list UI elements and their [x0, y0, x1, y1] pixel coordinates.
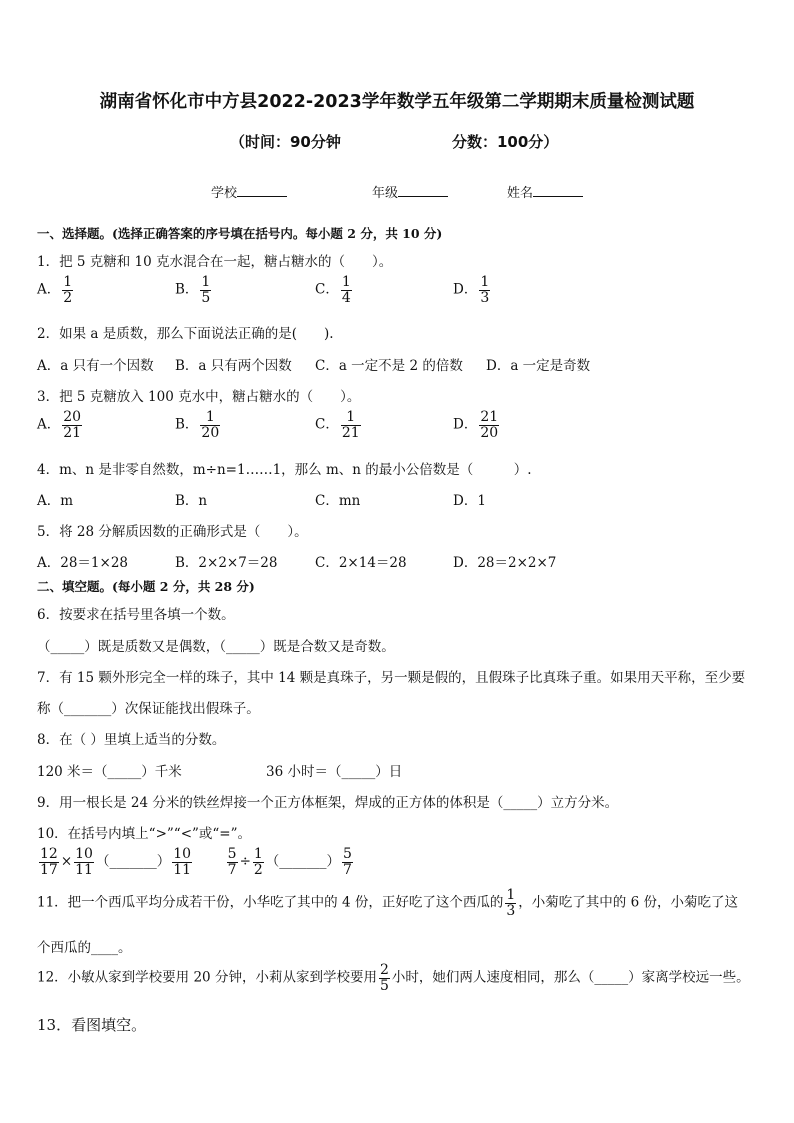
- name-blank[interactable]: [533, 184, 583, 197]
- q2-option-a[interactable]: A．a 只有一个因数: [37, 358, 154, 374]
- q1-stem: 1．把 5 克糖和 10 克水混合在一起，糖占糖水的（ ）。: [37, 254, 393, 270]
- q4-option-b[interactable]: B．n: [175, 493, 208, 509]
- q4-option-c[interactable]: C．mn: [315, 493, 361, 509]
- q2-option-d[interactable]: D．a 一定是奇数: [486, 358, 591, 374]
- q7-line2: 称（_______）次保证能找出假珠子。: [37, 701, 260, 717]
- q7-line1: 7．有 15 颗外形完全一样的珠子，其中 14 颗是真珠子，另一颗是假的，且假珠子比真珠子重。如果用天平称，至少要: [37, 670, 746, 686]
- q11-line2: 个西瓜的____。: [37, 940, 132, 956]
- q6-line: （_____）既是质数又是偶数，（_____）既是合数又是奇数。: [37, 639, 395, 655]
- grade-label: 年级: [372, 186, 399, 201]
- q10-expressions: [37, 847, 355, 877]
- fraction: $\frac{1}{20}$: [201, 409, 220, 441]
- q12: 12．小敏从家到学校要用 20 分钟，小莉从家到学校要用 $\frac{2}{5}$ 小时，她们两人速度相同，那么（_____）家离学校远一些。: [37, 962, 750, 994]
- exam-score: 分数：100分）: [452, 133, 559, 151]
- q2-stem: 2．如果 a 是质数，那么下面说法正确的是( ).: [37, 326, 334, 342]
- times-sign: ×: [60, 853, 73, 870]
- q3-stem: 3．把 5 克糖放入 100 克水中，糖占糖水的（ ）。: [37, 389, 361, 405]
- q6-stem: 6．按要求在括号里各填一个数。: [37, 607, 235, 623]
- q13: 13．看图填空。: [37, 1016, 147, 1034]
- fraction: $\frac{5}{7}$: [227, 846, 237, 878]
- name-label: 姓名: [507, 186, 534, 201]
- q5-option-b[interactable]: B．2×2×7＝28: [175, 555, 278, 571]
- q3-option-a[interactable]: A． $\frac{20}{21}$: [37, 409, 82, 441]
- fraction: $\frac{10}{11}$: [173, 846, 192, 878]
- fraction: $\frac{1}{3}$: [480, 274, 490, 306]
- q4-stem: 4．m、n 是非零自然数，m÷n=1……1，那么 m、n 的最小公倍数是（ ）.: [37, 462, 532, 478]
- q2-option-c[interactable]: C．a 一定不是 2 的倍数: [315, 358, 463, 374]
- q5-option-d[interactable]: D．28＝2×2×7: [453, 555, 557, 571]
- fraction: $\frac{21}{20}$: [480, 409, 499, 441]
- exam-time: （时间：90分钟: [230, 133, 341, 151]
- school-field: [211, 182, 287, 201]
- q8-stem: 8．在（ ）里填上适当的分数。: [37, 732, 226, 748]
- fraction: $\frac{20}{21}$: [63, 409, 82, 441]
- q1-option-c[interactable]: C． $\frac{1}{4}$: [315, 274, 351, 306]
- fraction: $\frac{10}{11}$: [75, 846, 93, 878]
- q11-line1: 11．把一个西瓜平均分成若干份，小华吃了其中的 4 份，正好吃了这个西瓜的 $\frac{1}{3}$ ，小菊吃了其中的 6 份，小菊吃了这: [37, 887, 738, 919]
- name-field: [507, 182, 583, 201]
- fraction: $\frac{1}{4}$: [341, 274, 351, 306]
- q5-option-c[interactable]: C．2×14＝28: [315, 555, 407, 571]
- divide-sign: ÷: [239, 853, 251, 870]
- q10-blank-2[interactable]: （_______）: [265, 853, 341, 870]
- exam-title: 湖南省怀化市中方县2022-2023学年数学五年级第二学期期末质量检测试题: [99, 92, 695, 112]
- school-label: 学校: [211, 186, 238, 201]
- q10-blank-1[interactable]: （_______）: [95, 853, 171, 870]
- fraction: $\frac{1}{21}$: [341, 409, 360, 441]
- fraction: $\frac{12}{17}$: [40, 846, 58, 878]
- q4-option-a[interactable]: A．m: [37, 493, 74, 509]
- q10-stem: 10．在括号内填上“>”“<”或“=”。: [37, 826, 252, 842]
- q4-option-d[interactable]: D．1: [453, 493, 486, 509]
- fraction: $\frac{1}{5}$: [201, 274, 211, 306]
- grade-blank[interactable]: [398, 184, 448, 197]
- q3-option-d[interactable]: D． $\frac{21}{20}$: [453, 409, 499, 441]
- school-blank[interactable]: [237, 184, 287, 197]
- q9: 9．用一根长是 24 分米的铁丝焊接一个正方体框架，焊成的正方体的体积是（_____）立方分米。: [37, 795, 619, 811]
- q8-part-b: 36 小时＝（_____）日: [266, 764, 403, 780]
- q1-option-a[interactable]: A． $\frac{1}{2}$: [37, 274, 73, 306]
- fraction: $\frac{1}{2}$: [253, 846, 263, 878]
- fraction: $\frac{1}{3}$: [506, 887, 516, 919]
- q5-option-a[interactable]: A．28＝1×28: [37, 555, 129, 571]
- fraction: $\frac{5}{7}$: [343, 846, 352, 878]
- section1-heading: 一、选择题。(选择正确答案的序号填在括号内。每小题 2 分，共 10 分): [37, 226, 443, 241]
- section2-heading: 二、填空题。(每小题 2 分，共 28 分): [37, 579, 255, 594]
- grade-field: [372, 182, 448, 201]
- q5-stem: 5．将 28 分解质因数的正确形式是（ ）。: [37, 524, 308, 540]
- q8-part-a: 120 米＝（_____）千米: [37, 764, 182, 780]
- q3-option-b[interactable]: B． $\frac{1}{20}$: [175, 409, 220, 441]
- q2-option-b[interactable]: B．a 只有两个因数: [175, 358, 292, 374]
- fraction: $\frac{1}{2}$: [63, 274, 73, 306]
- fraction: $\frac{2}{5}$: [379, 962, 389, 994]
- q3-option-c[interactable]: C． $\frac{1}{21}$: [315, 409, 360, 441]
- q1-option-b[interactable]: B． $\frac{1}{5}$: [175, 274, 211, 306]
- q1-option-d[interactable]: D． $\frac{1}{3}$: [453, 274, 490, 306]
